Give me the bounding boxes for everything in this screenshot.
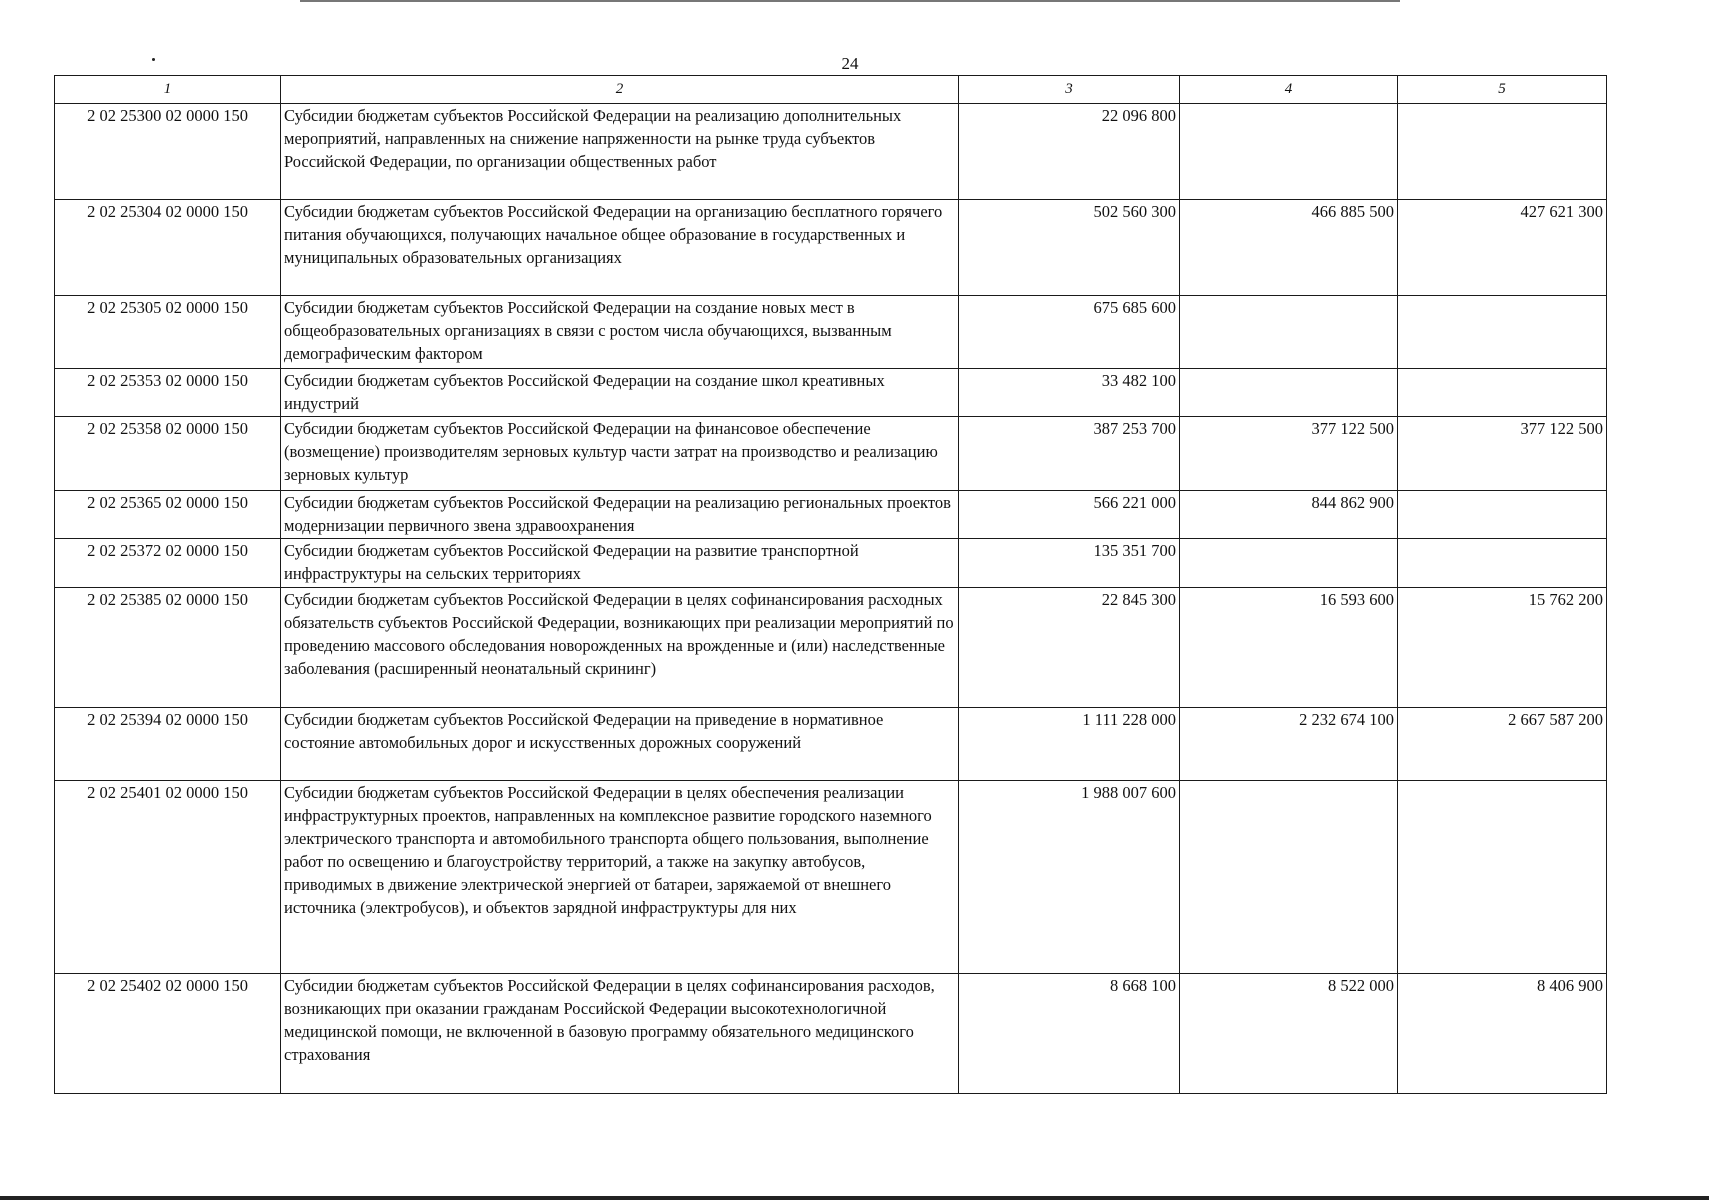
table-row xyxy=(55,539,1607,588)
amount-col-5 xyxy=(1398,781,1607,974)
budget-code: 2 02 25365 02 0000 150 xyxy=(55,491,281,539)
amount-col-3: 566 221 000 xyxy=(959,491,1180,539)
table-row xyxy=(55,588,1607,708)
amount-col-3: 502 560 300 xyxy=(959,200,1180,296)
amount-col-4 xyxy=(1180,296,1398,369)
budget-code: 2 02 25300 02 0000 150 xyxy=(55,104,281,200)
column-header-5: 5 xyxy=(1398,76,1607,104)
table-row xyxy=(55,200,1607,296)
column-header-2: 2 xyxy=(281,76,959,104)
budget-code: 2 02 25372 02 0000 150 xyxy=(55,539,281,588)
amount-col-3: 22 096 800 xyxy=(959,104,1180,200)
amount-col-4 xyxy=(1180,104,1398,200)
budget-code: 2 02 25402 02 0000 150 xyxy=(55,974,281,1094)
budget-code: 2 02 25385 02 0000 150 xyxy=(55,588,281,708)
table-row xyxy=(55,781,1607,974)
scan-edge-top xyxy=(300,0,1400,2)
amount-col-4: 466 885 500 xyxy=(1180,200,1398,296)
amount-col-5 xyxy=(1398,539,1607,588)
row-description: Субсидии бюджетам субъектов Российской Федерации в целях обеспечения реализации инфраструктурных проектов, направленных на комплексное развитие городского наземного электрического транспорта и автомобильного транспорта общего пользования, выполнение работ по освещению и благоустройству территорий, а также на закупку автобусов, приводимых в движение электрической энергией от батареи, заряжаемой от внешнего источника (электробусов), и объектов зарядной инфраструктуры для них xyxy=(281,781,959,974)
table-row xyxy=(55,491,1607,539)
budget-code: 2 02 25305 02 0000 150 xyxy=(55,296,281,369)
amount-col-5: 427 621 300 xyxy=(1398,200,1607,296)
amount-col-4 xyxy=(1180,369,1398,417)
table-row xyxy=(55,974,1607,1094)
row-description: Субсидии бюджетам субъектов Российской Федерации в целях софинансирования расходов, возникающих при оказании гражданам Российской Федерации высокотехнологичной медицинской помощи, не включенной в базовую программу обязательного медицинского страхования xyxy=(281,974,959,1094)
amount-col-5: 8 406 900 xyxy=(1398,974,1607,1094)
amount-col-5: 2 667 587 200 xyxy=(1398,708,1607,781)
budget-code: 2 02 25304 02 0000 150 xyxy=(55,200,281,296)
budget-code: 2 02 25401 02 0000 150 xyxy=(55,781,281,974)
scan-edge-bottom xyxy=(0,1196,1709,1200)
budget-code: 2 02 25394 02 0000 150 xyxy=(55,708,281,781)
table-header-row xyxy=(55,76,1607,104)
amount-col-3: 135 351 700 xyxy=(959,539,1180,588)
amount-col-3: 8 668 100 xyxy=(959,974,1180,1094)
amount-col-5 xyxy=(1398,369,1607,417)
row-description: Субсидии бюджетам субъектов Российской Федерации на создание новых мест в общеобразовательных организациях в связи с ростом числа обучающихся, вызванным демографическим фактором xyxy=(281,296,959,369)
row-description: Субсидии бюджетам субъектов Российской Федерации на создание школ креативных индустрий xyxy=(281,369,959,417)
amount-col-3: 33 482 100 xyxy=(959,369,1180,417)
row-description: Субсидии бюджетам субъектов Российской Федерации на приведение в нормативное состояние автомобильных дорог и искусственных дорожных сооружений xyxy=(281,708,959,781)
amount-col-4: 8 522 000 xyxy=(1180,974,1398,1094)
amount-col-3: 387 253 700 xyxy=(959,417,1180,491)
amount-col-4 xyxy=(1180,539,1398,588)
row-description: Субсидии бюджетам субъектов Российской Федерации на финансовое обеспечение (возмещение) производителям зерновых культур части затрат на производство и реализацию зерновых культур xyxy=(281,417,959,491)
amount-col-3: 22 845 300 xyxy=(959,588,1180,708)
table-row xyxy=(55,417,1607,491)
table-row xyxy=(55,104,1607,200)
amount-col-5: 377 122 500 xyxy=(1398,417,1607,491)
table-row xyxy=(55,369,1607,417)
amount-col-4: 2 232 674 100 xyxy=(1180,708,1398,781)
column-header-4: 4 xyxy=(1180,76,1398,104)
page-number: 24 xyxy=(841,54,859,73)
amount-col-4: 377 122 500 xyxy=(1180,417,1398,491)
budget-code: 2 02 25353 02 0000 150 xyxy=(55,369,281,417)
row-description: Субсидии бюджетам субъектов Российской Федерации на реализацию региональных проектов модернизации первичного звена здравоохранения xyxy=(281,491,959,539)
budget-table xyxy=(54,75,1607,1094)
row-description: Субсидии бюджетам субъектов Российской Федерации в целях софинансирования расходных обязательств субъектов Российской Федерации, возникающих при реализации мероприятий по проведению массового обследования новорожденных на врожденные и (или) наследственные заболевания (расширенный неонатальный скрининг) xyxy=(281,588,959,708)
amount-col-4: 844 862 900 xyxy=(1180,491,1398,539)
amount-col-5 xyxy=(1398,296,1607,369)
row-description: Субсидии бюджетам субъектов Российской Федерации на реализацию дополнительных мероприятий, направленных на снижение напряженности на рынке труда субъектов Российской Федерации, по организации общественных работ xyxy=(281,104,959,200)
amount-col-5 xyxy=(1398,491,1607,539)
amount-col-5 xyxy=(1398,104,1607,200)
amount-col-3: 1 111 228 000 xyxy=(959,708,1180,781)
row-description: Субсидии бюджетам субъектов Российской Федерации на развитие транспортной инфраструктуры на сельских территориях xyxy=(281,539,959,588)
amount-col-5: 15 762 200 xyxy=(1398,588,1607,708)
amount-col-4 xyxy=(1180,781,1398,974)
column-header-3: 3 xyxy=(959,76,1180,104)
table-row xyxy=(55,296,1607,369)
amount-col-3: 1 988 007 600 xyxy=(959,781,1180,974)
row-description: Субсидии бюджетам субъектов Российской Федерации на организацию бесплатного горячего питания обучающихся, получающих начальное общее образование в государственных и муниципальных образовательных организациях xyxy=(281,200,959,296)
budget-code: 2 02 25358 02 0000 150 xyxy=(55,417,281,491)
amount-col-4: 16 593 600 xyxy=(1180,588,1398,708)
amount-col-3: 675 685 600 xyxy=(959,296,1180,369)
table-row xyxy=(55,708,1607,781)
column-header-1: 1 xyxy=(55,76,281,104)
